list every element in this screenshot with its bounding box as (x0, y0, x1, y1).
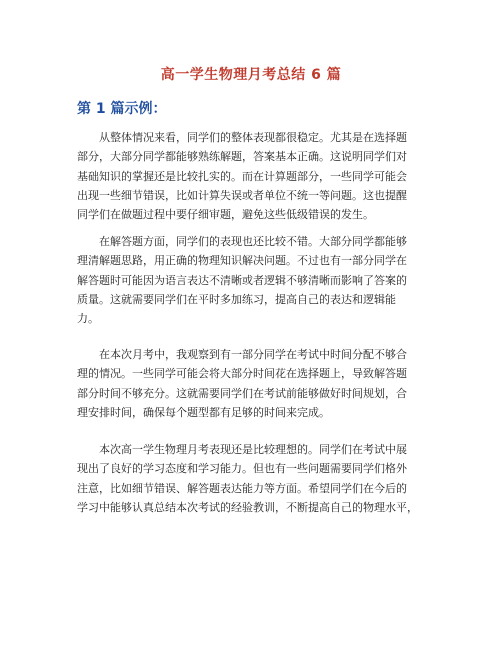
paragraph-line: 在本次月考中，我观察到有一部分同学在考试中时间分配不够合 (99, 348, 407, 361)
paragraph-line: 同学们在做题过程中要仔细审题，避免这些低级错误的发生。 (77, 208, 374, 222)
paragraph-line: 本次高一学生物理月考表现还是比较理想的。同学们在考试中展 (99, 443, 407, 456)
paragraph-line: 理安排时间，确保每个题型都有足够的时间来完成。 (77, 405, 330, 419)
paragraph-line: 学习中能够认真总结本次考试的经验教训，不断提高自己的物理水平， (77, 500, 418, 514)
paragraph-line: 理的情况。一些同学可能会将大部分时间花在选择题上，导致解答题 (77, 367, 407, 381)
paragraph-line: 现出了良好的学习态度和学习能力。但也有一些问题需要同学们格外 (77, 462, 407, 476)
paragraph-3 (77, 345, 427, 422)
paragraph-1 (77, 128, 427, 224)
paragraph-line: 力。 (77, 312, 99, 326)
paragraph-line: 部分，大部分同学都能够熟练解题，答案基本正确。这说明同学们对 (77, 150, 407, 164)
paragraph-line: 部分时间不够充分。这就需要同学们在考试前能够做好时间规划，合 (77, 386, 407, 400)
section-heading: 第 1 篇示例： (77, 101, 167, 117)
paragraph-line: 出现一些细节错误，比如计算失误或者单位不统一等问题。这也提醒 (77, 188, 407, 202)
paragraph-line: 基础知识的掌握还是比较扎实的。而在计算题部分，一些同学可能会 (77, 169, 407, 183)
paragraph-line: 从整体情况来看，同学们的整体表现都很稳定。尤其是在选择题 (99, 131, 407, 144)
paragraph-line: 注意，比如细节错误、解答题表达能力等方面。希望同学们在今后的 (77, 481, 407, 495)
paragraph-line: 理清解题思路，用正确的物理知识解决问题。不过也有一部分同学在 (77, 254, 407, 268)
paragraph-line: 在解答题方面，同学们的表现也还比较不错。大部分同学都能够 (99, 235, 407, 248)
paragraph-line: 解答题时可能因为语言表达不清晰或者逻辑不够清晰而影响了答案的 (77, 273, 407, 287)
paragraph-4 (77, 440, 427, 517)
document-title: 高一学生物理月考总结 6 篇 (160, 67, 342, 83)
paragraph-2 (77, 232, 427, 328)
paragraph-line: 质量。这就需要同学们在平时多加练习，提高自己的表达和逻辑能 (77, 292, 396, 306)
